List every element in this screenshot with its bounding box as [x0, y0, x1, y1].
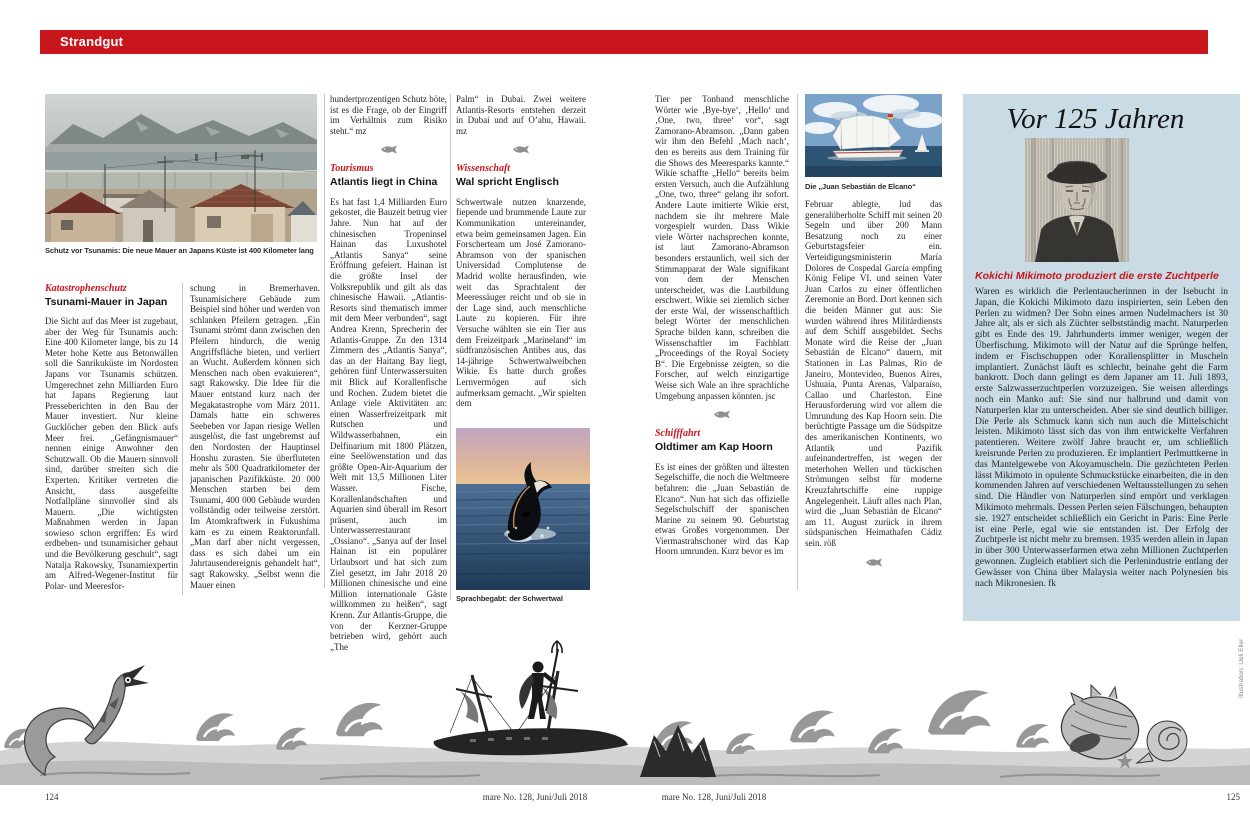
- column-rule: [450, 94, 451, 600]
- kicker-wissenschaft: Wissenschaft: [456, 163, 511, 175]
- atlantis-article-ending: Palm“ in Dubai. Zwei weitere Atlantis-Resorts entstehen derzeit in Dubai und auf O’ahu, Hawaii. mz: [456, 94, 586, 136]
- elcano-article-end: Februar ablegte, lud das generalüberholte Schiff mit seinen 20 Segeln und über 200 Mann Besatzung noch zu einer Geburtstagsfeier ein. Verteidigungsministerin María Dolores de Cospedal García empfing König Felipe VI. und seinen Vater Juan Carlos zu einer öffentlichen Zeremonie an Bord. Dort kennen sich die beiden Männer gut aus: Sie wurden während ihres Militärdiensts auf dem Schiff ausgebildet. Sechs Monate wird die Reise der „Juan Sebastián de Elcano“ dauern, mit Stationen in Las Palmas, Rio de Janeiro, Montevideo, Buenos Aires, Ushuaia, Punta Arenas, Valparaíso, Callao und Charleston. Eine Herausforderung wird vor allem die Umrundung des Kap Hoorn sein. Die berüchtigte Passage um die Südspitze des amerikanischen Kontinents, wo Atlantik und Pazifik aufeinandertreffen, ist wegen der meterhohen Wellen und tückischen Strömungen selbst für moderne Kreuzfahrtschiffe eine ruppige Angelegenheit. Läuft alles nach Plan, wird die „Juan Sebastián de Elcano“ am 11. August zurück in ihrem südspanischen Heimathafen Cádiz sein. röß: [805, 199, 942, 548]
- feature-title: Vor 125 Jahren: [1006, 103, 1185, 135]
- title-tsunami-mauer: Tsunami-Mauer in Japan: [45, 296, 168, 308]
- feature-body: Waren es wirklich die Perlentaucherinnen in der Isebucht in Japan, die Kokichi Mikimoto dazu inspirierten, sein Leben den Perlen zu widmen? Der Sohn eines armen Nudelmachers ist 30 Jahre alt, als er sich als Züchter selbstständig macht. Naturperlen gibt es Ende des 19. Jahrhunderts immer weniger, wegen der Überfischung. Mikimoto will der Natur auf die Sprünge helfen, indem er Fischschuppen oder Korallensplitter in Muscheln implantiert. Zunächst läuft es schlecht, beinahe geht die Farm bankrott. Doch dann gelingt es dem Japaner am 11. Juli 1893, erste Salzwasserzuchtperlen vorzuzeigen. Sie weisen allerdings noch ein Manko auf: Sie sind nur halbrund und damit von Naturperlen klar zu unterscheiden. Aber sie sind deutlich billiger. Die Perle als Schmuck kann sich nun auch die Mittelschicht leisten. Mikimoto lässt sich das von ihm entwickelte Verfahren patentieren. Weitere zwölf Jahre braucht er, um schließlich kreisrunde Perlen zu produzieren. Er implantiert Perlmuttkerne in das Mantelgewebe von Akoyamuscheln. Die gezüchteten Perlen lässt Mikimoto in opulente Schmuckstücke einarbeiten, die in den kommenden Jahren auf verschiedenen Weltausstellungen zu sehen sind. Die Händler von Naturperlen sind empört und verklagen Mikimoto mehrmals. Dessen Perlen seien Fälschungen, behaupten sie. 1927 entscheidet schließlich ein Gericht in Paris: Eine Perle ist eine Perle, egal wie sie entstanden ist. Der Erfolg der Zuchtperle ist nicht mehr zu bremsen. 1935 werden allein in Japan in über 300 Unterwasserfarmen etwa zehn Millionen Zuchtperlen gewonnen. Zugleich etabliert sich die Perlenindustrie entlang der Gewässer von China über Malaysia weiter nach Polynesien bis nach Mikronesien. fk: [975, 287, 1228, 589]
- whale-article-continuation: Tier per Tonband menschliche Wörter wie ‚Bye-bye‘, ‚Hello‘ und ‚One, two, three‘ vor“, sagt Zamorano-Abramson. „Dann gaben wir ihm den Befehl ‚Mach nach‘, den es bereits aus dem Training für die Shows des Meeresparks kannte.“ Wikie schaffte „Hello“ bereits beim ersten Versuch, auch die Aufzählung „One, two, three“ gelang ihr sofort. Andere Laute imitierte Wikie erst, nachdem sie ihr mehrere Male vorgespielt wurden. Dass Wikie viele Wörter nachsprechen konnte, ist laut Zamorano-Abramson besonders erstaunlich, weil sich der Stimmapparat der Wale signifikant von dem der Menschen unterscheidet, was die Lautbildung erschwert. Wikie sei ziemlich sicher der erste Wal, der wissenschaftlich belegt Wörter der menschlichen Sprache bilden kann, schreiben die Wissenschaftler im Fachblatt „Proceedings of the Royal Society B“. Die Ergebnisse zeigten, so die Forscher, auf welch einzigartige Weise sich Wale an ihre sprachliche Umgebung anpassen könnten. jsc: [655, 94, 789, 401]
- column-4: [456, 94, 586, 409]
- elcano-article-start: Es ist eines der größten und ältesten Segelschiffe, die noch die Weltmeere befahren: die „Juan Sebastián de Elcano“. Nun hat sich das offizielle Segelschulschiff der spanischen Marine zu seinem 90. Geburtstag etwas Großes vorgenommen. Der Viermastrahschoner wird das Kap Hoorn umrunden. Kurz bevor es im: [655, 461, 789, 557]
- kicker-schifffahrt: Schifffahrt: [655, 428, 701, 440]
- atlantis-article-body: Es hat fast 1,4 Milliarden Euro gekostet, die Bauzeit betrug vier Jahre. Nun hat auf der chinesischen Tropeninsel Hainan das Luxushotel „Atlantis Sanya“ seine Eröffnung gefeiert. Hainan ist die größte Insel der Volksrepublik und gilt als das chinesische Hawaii. „Atlantis-Resorts sind thematisch immer mit dem Meer verbunden“, sagt Andrea Krenn, Sprecherin der Atlantis-Gruppe. Zu den 1314 Zimmern des „Atlantis Sanya“, das an der Haitang Bay liegt, gehören fünf Unterwassersuiten mit Blick auf Korallenfische und Rochen. Zudem bietet die Anlage viele Aktivitäten an: einen Wasserfreizeitpark mit Rutschen und Wildwasserbahnen, ein Delfinarium mit 1800 Plätzen, eine Seelöwenstation und das größte Open-Air-Aquarium der Welt mit 13,5 Millionen Liter Wasser. Fische, Korallenlandschaften und Aquarien sind überall im Resort präsent, auch im Unterwasserrestaurant „Ossiano“. „Sanya auf der Insel Hainan ist ein populärer Urlaubsort und hat sich zum Ziel gesetzt, im Jahr 2018 20 Millionen chinesische und eine Million internationale Gäste willkommen zu heißen“, sagt Krenn. Zur Atlantis-Gruppe, die von der Kerzner-Gruppe betrieben wird, gehört auch „The: [330, 196, 447, 652]
- page-number-left: 124: [45, 792, 59, 802]
- column-rule: [797, 94, 798, 590]
- orca-photo-caption: Sprachbegabt: der Schwertwal: [456, 594, 563, 603]
- issue-line-right: mare No. 128, Juni/Juli 2018: [661, 792, 767, 802]
- page-number-right: 125: [1226, 792, 1240, 802]
- issue-line-left: mare No. 128, Juni/Juli 2018: [482, 792, 588, 802]
- column-6: [805, 199, 942, 576]
- kicker-tourismus: Tourismus: [330, 163, 374, 175]
- ship-illustration: [805, 94, 942, 177]
- illustration-credit: Illustration: Ueli Eller: [1238, 638, 1245, 698]
- elcano-ship-photo: [805, 94, 942, 177]
- column-3: [330, 94, 447, 652]
- feature-subtitle: Kokichi Mikimoto produziert die erste Zuchtperle: [975, 270, 1219, 282]
- tsunami-wall-photo: [45, 94, 317, 242]
- column-rule: [324, 94, 325, 588]
- kicker-katastrophenschutz: Katastrophenschutz: [45, 283, 127, 294]
- tsunami-article-col1: Die Sicht auf das Meer ist zugebaut, aber der Weg für Tsunamis auch: Eine 400 Kilometer lange, bis zu 14 Meter hohe Kette aus Betonwällen soll die Sanrikuküste im Nordosten Japans vor Tsunamis schützen. Umgerechnet zehn Milliarden Euro hat Japans Regierung laut Presseberichten in den Bau der Mauer investiert. Nur kleine Gucklöcher geben den Blick aufs Meer frei. „Gefängnismauer“ nennen einige Anwohner den Schutzwall. Ob die Mauern sinnvoll sind, darüber streiten sich die Experten. Kritiker vertreten die Ansicht, dass ausgefeilte Notfallpläne sinnvoller sind als Mauern. „Die wichtigsten Maßnahmen werden in Japan sowieso schon ergriffen: Es wird erdbeben- und tsunamisicher gebaut und die Bevölkerung geschult“, sagt Natalja Rakowsky, Tsunamiexpertin am Alfred-Wegener-Institut für Polar- und Meeresfor-: [45, 316, 178, 591]
- mikimoto-portrait: [1025, 138, 1129, 262]
- tsunami-photo-caption: Schutz vor Tsunamis: Die neue Mauer an Japans Küste ist 400 Kilometer lang: [45, 246, 314, 255]
- fish-ornament-icon: [713, 410, 731, 419]
- section-bar: [40, 30, 1208, 54]
- ship-photo-caption: Die „Juan Sebastián de Elcano“: [805, 182, 916, 191]
- fish-ornament-icon: [380, 145, 398, 154]
- mikimoto-portrait-illustration: [1025, 138, 1129, 262]
- section-title: Strandgut: [60, 34, 124, 49]
- title-wal-spricht-englisch: Wal spricht Englisch: [456, 176, 559, 189]
- title-oldtimer-kap-hoorn: Oldtimer am Kap Hoorn: [655, 441, 773, 454]
- orca-illustration: [456, 428, 590, 590]
- whale-article-body: Schwertwale nutzen knarzende, fiepende und brummende Laute zur Kommunikation untereinander, etwa beim gemeinsamen Jagen. Ein Forscherteam um José Zamorano-Abramson von der spanischen Universidad Complutense de Madrid wollte herausfinden, wie weit das Sprachtalent der Meeressäuger reicht und ob sie in der Lage sind, auch menschliche Laute zu kopieren. Für ihre Versuche wählten sie ein Tier aus dem Freizeitpark „Marineland“ im südfranzösischen Antibes aus, das 14-jährige Schwertwalweibchen Wikie. Es hatte durch großes Lernvermögen auf sich aufmerksam gemacht. „Wir spielten dem: [456, 196, 586, 409]
- sea-waves-illustration: [0, 625, 1250, 785]
- column-5: [655, 94, 789, 557]
- tsunami-article-ending: hundertprozentigen Schutz böte, ist es die Frage, ob der Eingriff im Verhältnis zum Risiko steht.“ mz: [330, 94, 447, 136]
- fish-ornament-icon: [512, 145, 530, 154]
- title-atlantis: Atlantis liegt in China: [330, 176, 438, 189]
- column-rule: [182, 283, 183, 595]
- tsunami-wall-illustration: [45, 94, 317, 242]
- feature-box-vor-125-jahren: [963, 94, 1240, 621]
- fish-ornament-icon: [865, 558, 883, 567]
- tsunami-article-col2: schung in Bremerhaven. Tsunamisichere Gebäude zum Beispiel sind höher und werden von schlanken Pfeilern getragen. „Ein Tsunami strömt dann zwischen den Pfeilern hindurch, die wenig Angriffsfläche bieten, und verliert an Wucht. Außerdem können sich Menschen nach oben evakuieren“, sagt Rakowsky. Die Idee für die Mauer entstand kurz nach der Megakatastrophe vom März 2011. Damals hatte ein schweres Seebeben vor Japan riesige Wellen ausgelöst, die fast ungebremst auf den Nordosten der Hauptinsel Honshu zurasten. Sie überfluteten mehr als 500 Quadratkilometer der japanischen Pazifikküste. 20 000 Menschen starben bei dem Tsunami, 400 000 Gebäude wurden vollständig oder teilweise zerstört. Im Atomkraftwerk in Fukushima kam es zu einem Reaktorunfall. „Man darf aber nicht vergessen, dass es sich dabei um ein Jahrtausendereignis gehandelt hat“, sagt Rakowsky. „Selbst wenn die Mauer einen: [190, 283, 320, 590]
- orca-photo: [456, 428, 590, 590]
- rocks-figure: [640, 725, 716, 777]
